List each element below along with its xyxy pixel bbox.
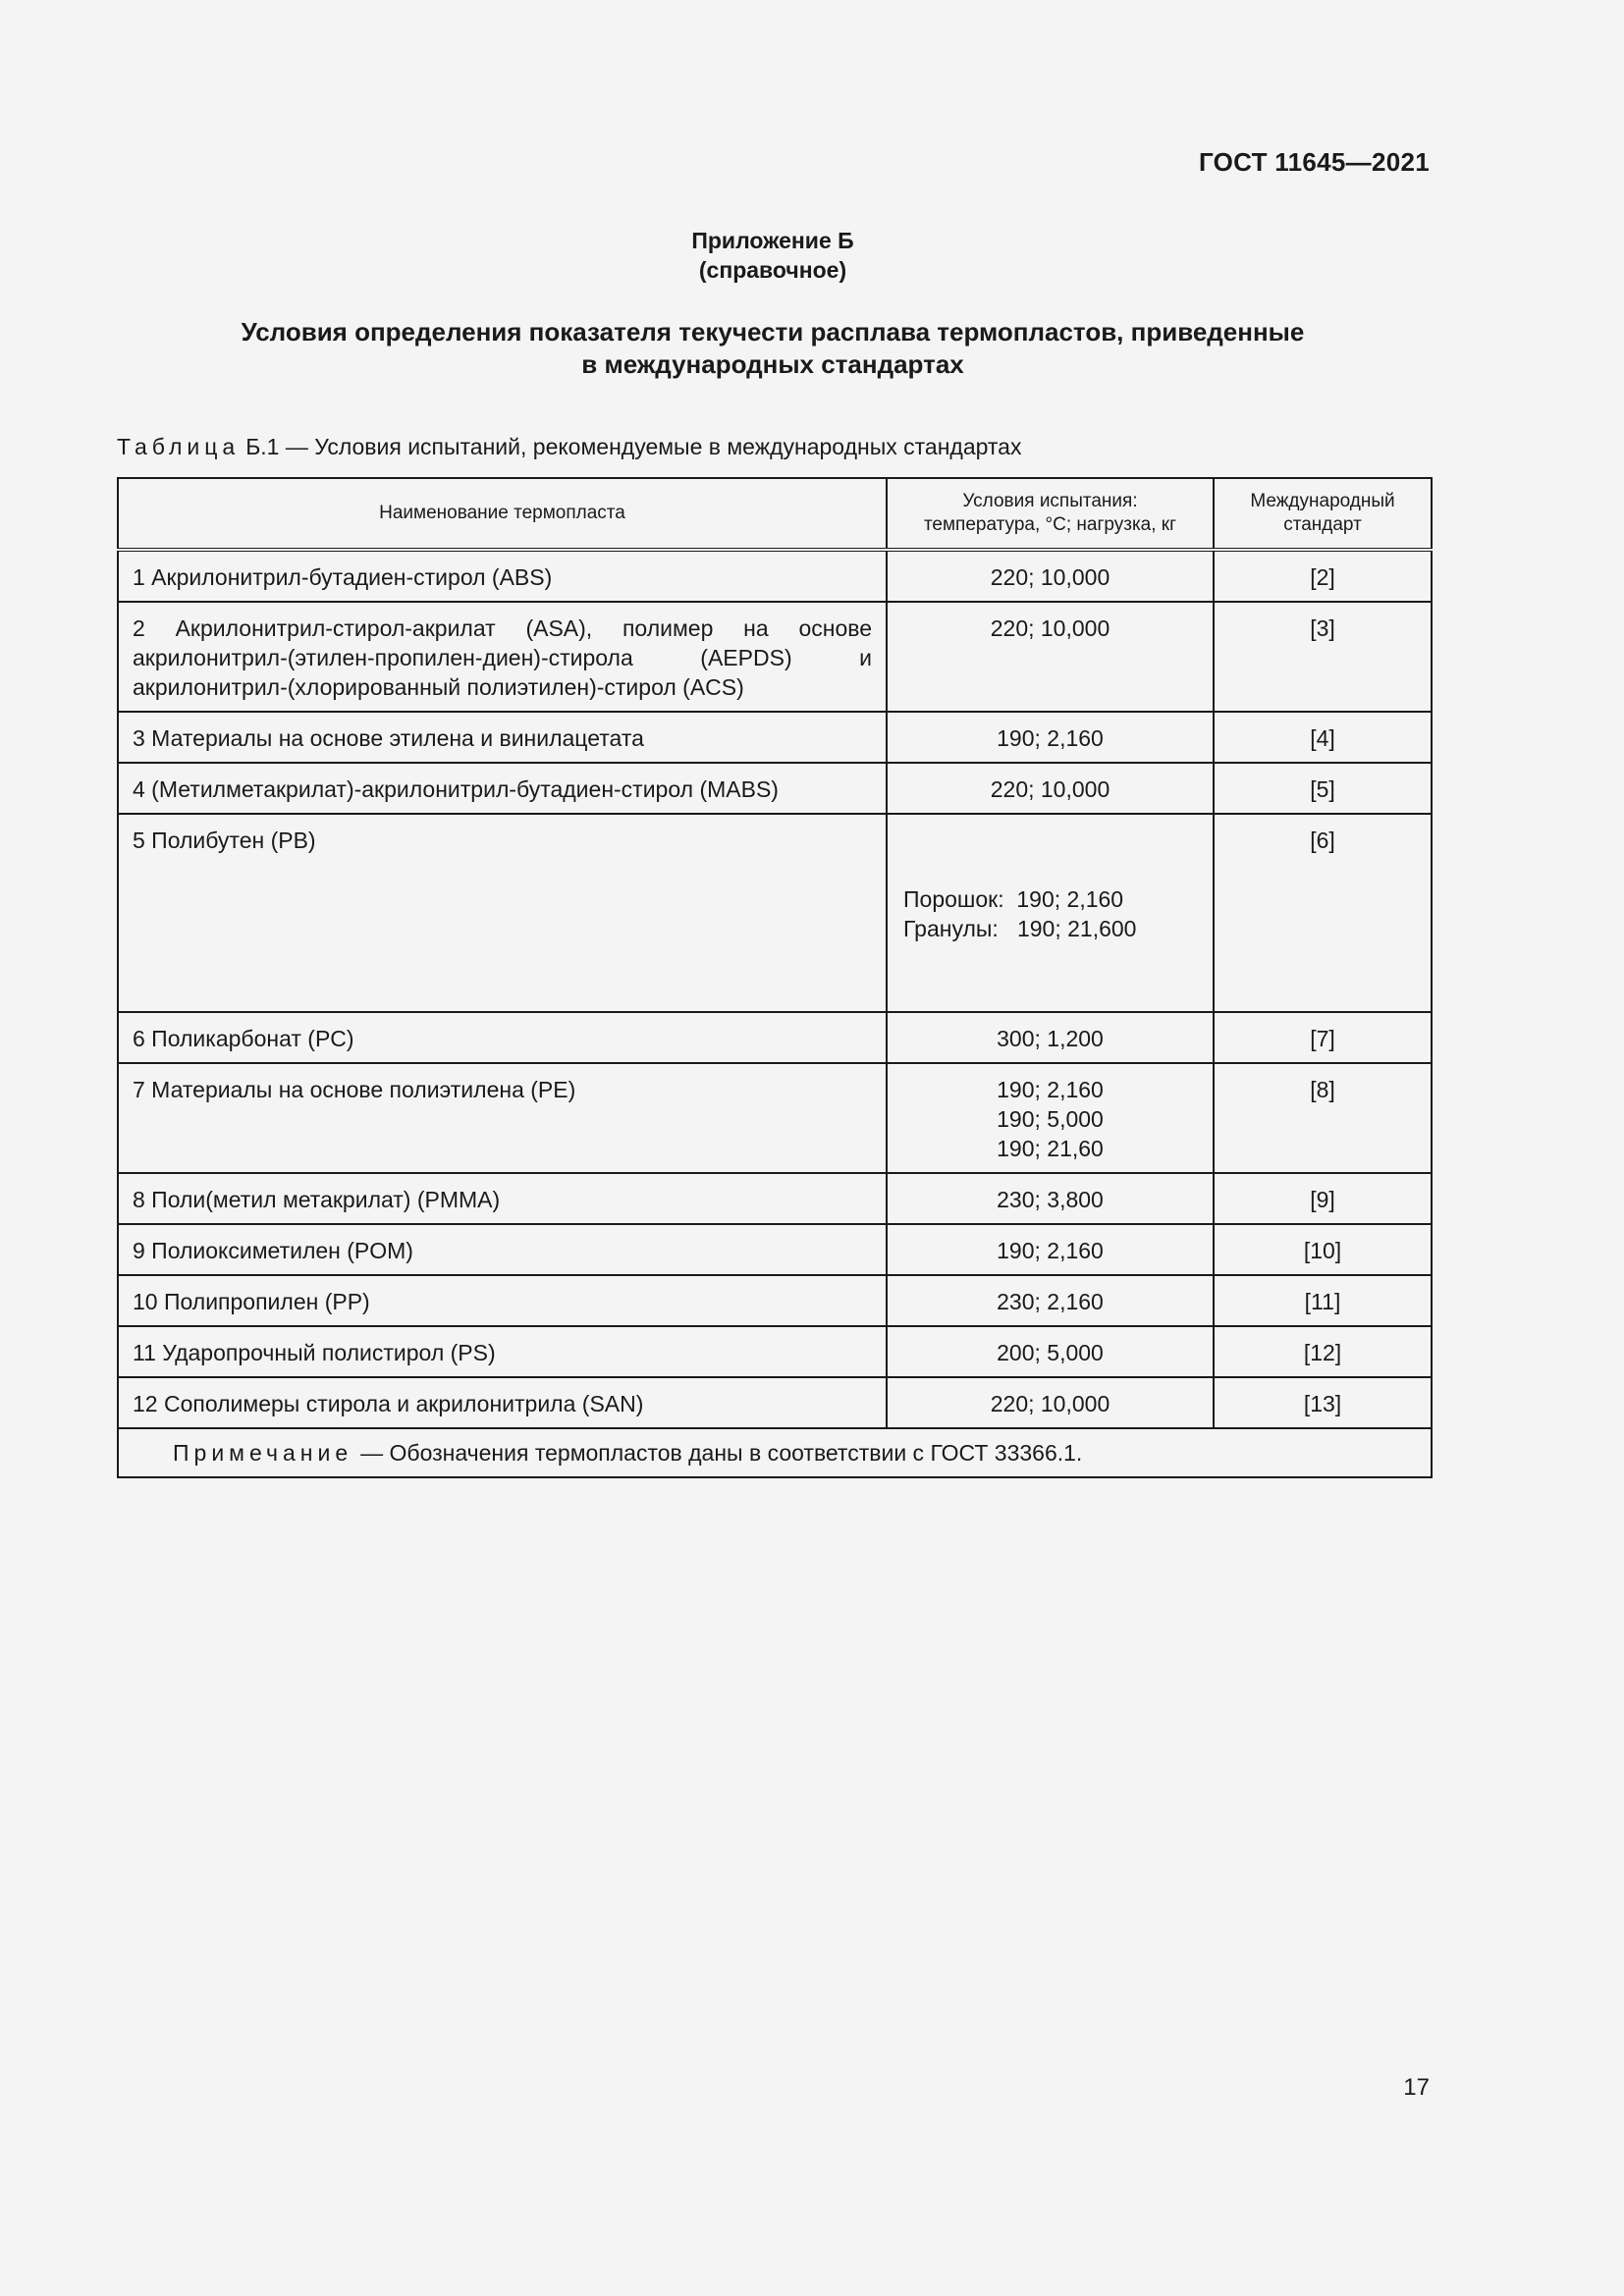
row-standard: [13] (1214, 1377, 1432, 1428)
row-conditions: 190; 2,160 (887, 712, 1214, 763)
row-standard: [5] (1214, 763, 1432, 814)
row-standard: [10] (1214, 1224, 1432, 1275)
row-standard: [7] (1214, 1012, 1432, 1063)
row-conditions: 200; 5,000 (887, 1326, 1214, 1377)
row-standard: [3] (1214, 602, 1432, 712)
row-name: 3 Материалы на основе этилена и винилацетата (118, 712, 887, 763)
title-line-2: в международных стандартах (581, 349, 964, 379)
table-note-row (118, 1428, 1432, 1477)
row-conditions: 230; 2,160 (887, 1275, 1214, 1326)
document-code: ГОСТ 11645—2021 (1198, 147, 1430, 177)
row-conditions: Порошок: 190; 2,160 Гранулы: 190; 21,600 (887, 814, 1214, 1012)
row-standard: [8] (1214, 1063, 1432, 1173)
row-conditions: 220; 10,000 (887, 550, 1214, 602)
table-row (118, 1326, 1432, 1377)
title-line-1: Условия определения показателя текучести расплава термопластов, приведенные (241, 317, 1305, 347)
table-row (118, 1063, 1432, 1173)
table-header-row (118, 478, 1432, 550)
row-name: 11 Ударопрочный полистирол (PS) (118, 1326, 887, 1377)
row-name: 5 Полибутен (PB) (118, 814, 887, 1012)
row-name: 7 Материалы на основе полиэтилена (PE) (118, 1063, 887, 1173)
table-row (118, 1275, 1432, 1326)
table-caption-label: Таблица (117, 434, 241, 459)
row-standard: [6] (1214, 814, 1432, 1012)
row-standard: [9] (1214, 1173, 1432, 1224)
row-conditions: 220; 10,000 (887, 763, 1214, 814)
table-row (118, 602, 1432, 712)
row-standard: [4] (1214, 712, 1432, 763)
row-conditions: 300; 1,200 (887, 1012, 1214, 1063)
table-row (118, 550, 1432, 602)
table-row (118, 712, 1432, 763)
conditions-table (117, 477, 1433, 1478)
appendix-heading (0, 226, 1545, 285)
row-name: 1 Акрилонитрил-бутадиен-стирол (ABS) (118, 550, 887, 602)
row-conditions: 220; 10,000 (887, 602, 1214, 712)
row-conditions: 220; 10,000 (887, 1377, 1214, 1428)
table-row (118, 1224, 1432, 1275)
note-text: — Обозначения термопластов даны в соответствии с ГОСТ 33366.1. (360, 1440, 1083, 1466)
row-conditions: 230; 3,800 (887, 1173, 1214, 1224)
row-standard: [2] (1214, 550, 1432, 602)
table-row (118, 1377, 1432, 1428)
table-row (118, 1173, 1432, 1224)
appendix-title (0, 316, 1545, 381)
header-name: Наименование термопласта (118, 478, 887, 550)
table-row (118, 763, 1432, 814)
row-name: 12 Сополимеры стирола и акрилонитрила (SAN) (118, 1377, 887, 1428)
table-row (118, 814, 1432, 1012)
row-name: 2 Акрилонитрил-стирол-акрилат (ASA), полимер на основе акрилонитрил-(этилен-пропилен-диен)-стирола (AEPDS) и акрилонитрил-(хлорированный полиэтилен)-стирол (ACS) (118, 602, 887, 712)
row-standard: [12] (1214, 1326, 1432, 1377)
header-conditions: Условия испытания: температура, °С; нагрузка, кг (887, 478, 1214, 550)
row-name: 9 Полиоксиметилен (POM) (118, 1224, 887, 1275)
note-label: Примечание (173, 1440, 353, 1466)
table-note (118, 1428, 1432, 1477)
table-caption-text: Б.1 — Условия испытаний, рекомендуемые в международных стандартах (245, 434, 1022, 459)
row-standard: [11] (1214, 1275, 1432, 1326)
row-conditions: 190; 2,160 190; 5,000 190; 21,60 (887, 1063, 1214, 1173)
page-number: 17 (1403, 2074, 1430, 2101)
row-name: 6 Поликарбонат (PC) (118, 1012, 887, 1063)
appendix-label: Приложение Б (691, 228, 854, 253)
header-standard: Международный стандарт (1214, 478, 1432, 550)
row-name: 4 (Метилметакрилат)-акрилонитрил-бутадиен-стирол (MABS) (118, 763, 887, 814)
appendix-type: (справочное) (698, 257, 847, 283)
row-conditions: 190; 2,160 (887, 1224, 1214, 1275)
table-caption (117, 434, 1021, 460)
row-name: 8 Поли(метил метакрилат) (PMMA) (118, 1173, 887, 1224)
table-row (118, 1012, 1432, 1063)
row-name: 10 Полипропилен (PP) (118, 1275, 887, 1326)
